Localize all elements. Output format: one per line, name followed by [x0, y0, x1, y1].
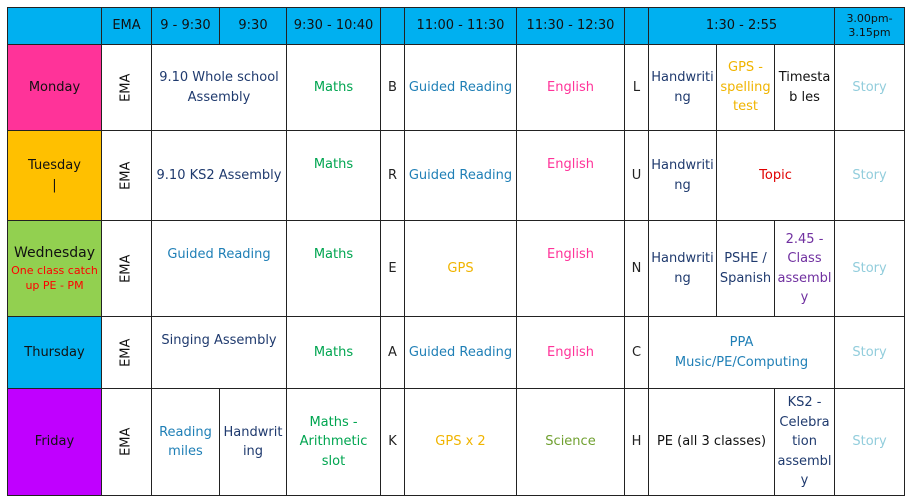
header-break-gap [381, 8, 405, 45]
row-tuesday [8, 131, 905, 221]
mon-maths: Maths [287, 45, 381, 131]
day-tuesday [8, 131, 102, 221]
thu-story: Story [835, 317, 905, 389]
header-ema: EMA [102, 8, 152, 45]
wed-story: Story [835, 221, 905, 317]
mon-handwriting: Handwriting [649, 45, 717, 131]
wed-class-assembly: 2.45 - Class assembly [775, 221, 835, 317]
break-letter: A [381, 317, 405, 389]
ema-label: EMA [118, 254, 134, 283]
ema-cell [102, 221, 152, 317]
tue-reading: Guided Reading [405, 131, 517, 221]
ema-label: EMA [118, 338, 134, 367]
header-lunch-gap [625, 8, 649, 45]
mon-english: English [517, 45, 625, 131]
wed-pshe: PSHE / Spanish [717, 221, 775, 317]
tue-assembly: 9.10 KS2 Assembly [152, 131, 287, 221]
break-letter: R [381, 131, 405, 221]
fri-gps: GPS x 2 [405, 389, 517, 496]
tue-topic: Topic [717, 131, 835, 221]
row-friday [8, 389, 905, 496]
fri-reading-miles: Reading miles [152, 389, 220, 496]
header-time-1: 9 - 9:30 [152, 8, 220, 45]
wed-reading: Guided Reading [152, 221, 287, 317]
fri-maths: Maths - Arithmetic slot [287, 389, 381, 496]
header-corner [8, 8, 102, 45]
ema-label: EMA [118, 427, 134, 457]
day-tuesday-mark: | [52, 177, 57, 193]
ema-label: EMA [118, 73, 134, 102]
tue-maths: Maths [287, 131, 381, 221]
thu-reading: Guided Reading [405, 317, 517, 389]
timetable [7, 7, 905, 496]
fri-story: Story [835, 389, 905, 496]
thu-assembly: Singing Assembly [152, 317, 287, 389]
thu-maths: Maths [287, 317, 381, 389]
ema-cell [102, 317, 152, 389]
break-letter: K [381, 389, 405, 496]
header-time-4: 11:00 - 11:30 [405, 8, 517, 45]
row-monday [8, 45, 905, 131]
break-letter: B [381, 45, 405, 131]
lunch-letter: N [625, 221, 649, 317]
tue-handwriting: Handwriting [649, 131, 717, 221]
header-time-2: 9:30 [220, 8, 287, 45]
wed-handwriting: Handwriting [649, 221, 717, 317]
mon-assembly: 9.10 Whole school Assembly [152, 45, 287, 131]
fri-celebration: KS2 - Celebration assembly [775, 389, 835, 496]
header-time-3: 9:30 - 10:40 [287, 8, 381, 45]
lunch-letter: H [625, 389, 649, 496]
day-tuesday-label: Tuesday [28, 158, 81, 173]
row-thursday [8, 317, 905, 389]
day-thursday: Thursday [8, 317, 102, 389]
day-wednesday-label: Wednesday [13, 245, 96, 262]
mon-story: Story [835, 45, 905, 131]
tue-story: Story [835, 131, 905, 221]
lunch-letter: U [625, 131, 649, 221]
ema-cell [102, 45, 152, 131]
thu-ppa-label: PPA [729, 335, 754, 350]
header-row [8, 8, 905, 45]
row-wednesday [8, 221, 905, 317]
thu-ppa [649, 317, 835, 389]
header-time-5: 11:30 - 12:30 [517, 8, 625, 45]
day-monday: Monday [8, 45, 102, 131]
thu-english: English [517, 317, 625, 389]
day-wednesday [8, 221, 102, 317]
day-friday: Friday [8, 389, 102, 496]
day-wednesday-note: One class catch up PE - PM [11, 264, 98, 292]
ema-cell [102, 389, 152, 496]
mon-timestables: Timestab les [775, 45, 835, 131]
ema-label: EMA [118, 161, 134, 190]
header-time-6: 1:30 - 2:55 [649, 8, 835, 45]
tue-english: English [517, 131, 625, 221]
wed-english: English [517, 221, 625, 317]
mon-gps: GPS - spelling test [717, 45, 775, 131]
header-time-7: 3.00pm-3.15pm [835, 8, 905, 45]
thu-ppa-sub: Music/PE/Computing [674, 354, 809, 370]
lunch-letter: L [625, 45, 649, 131]
fri-science: Science [517, 389, 625, 496]
lunch-letter: C [625, 317, 649, 389]
fri-handwriting: Handwriting [220, 389, 287, 496]
mon-reading: Guided Reading [405, 45, 517, 131]
wed-gps: GPS [405, 221, 517, 317]
wed-maths: Maths [287, 221, 381, 317]
break-letter: E [381, 221, 405, 317]
ema-cell [102, 131, 152, 221]
fri-pe: PE (all 3 classes) [649, 389, 775, 496]
